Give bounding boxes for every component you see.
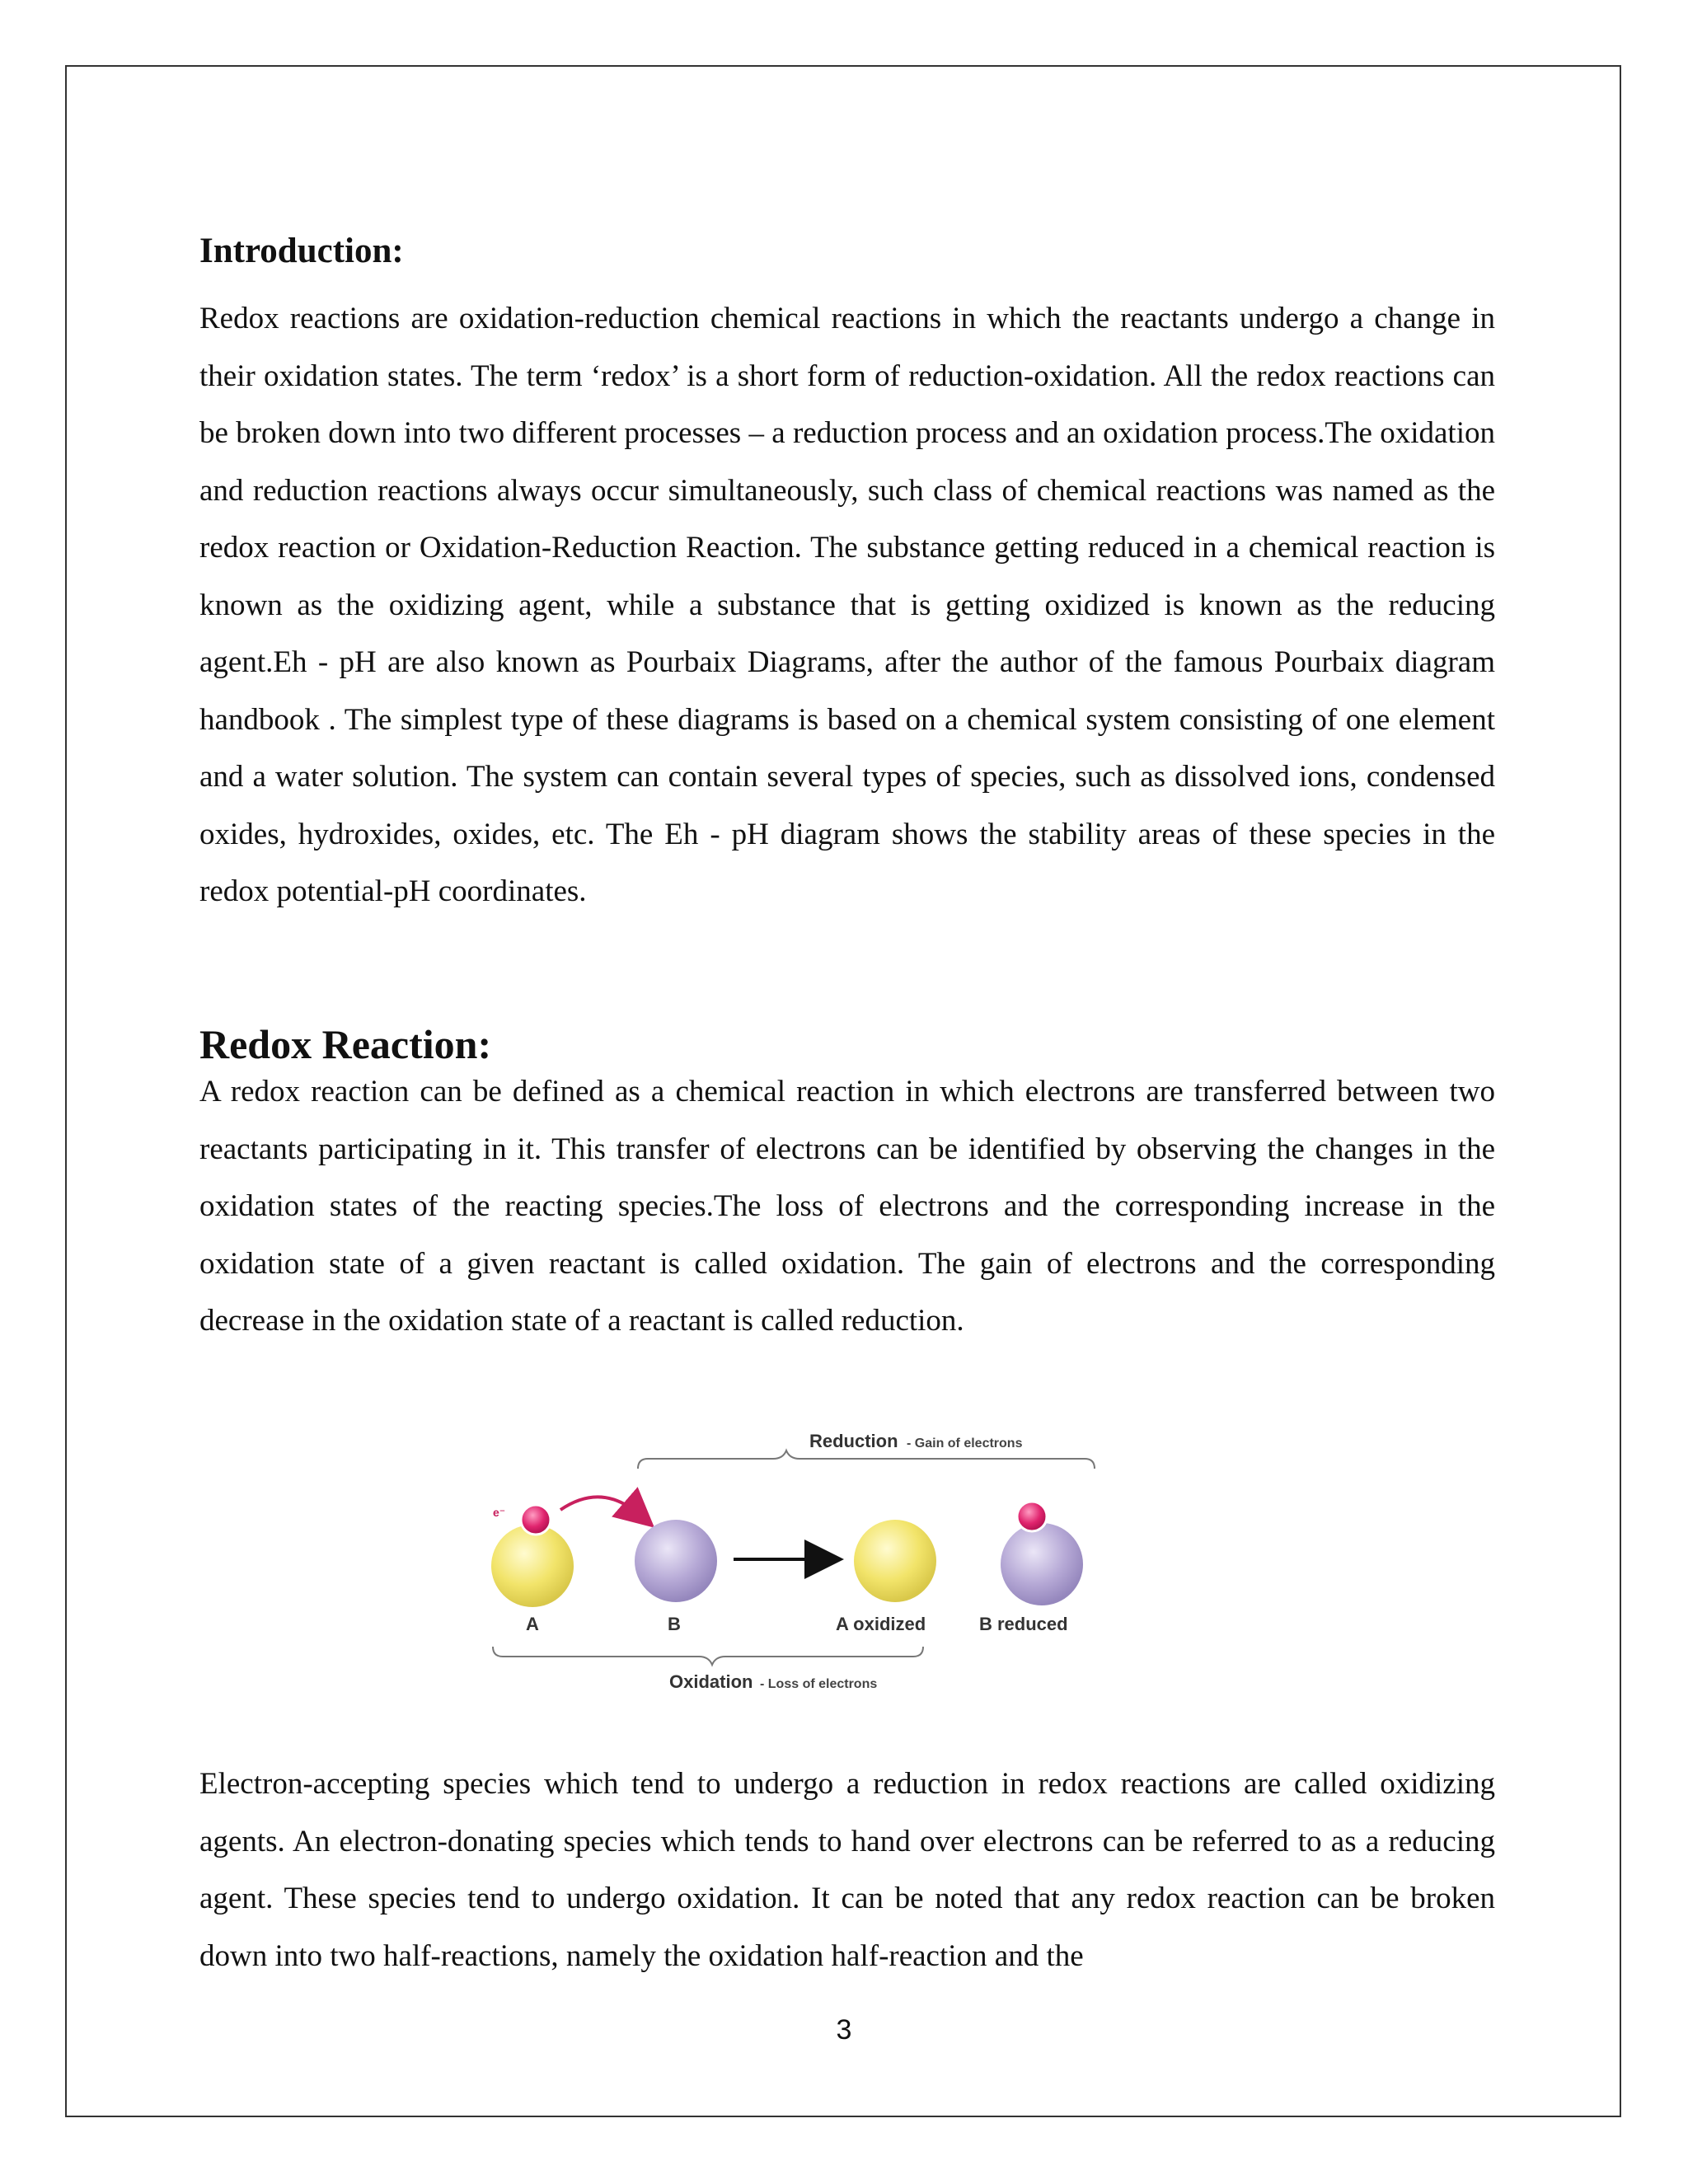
electron-on-b (1017, 1502, 1047, 1531)
redox-diagram (478, 1418, 1121, 1714)
atom-a (491, 1525, 574, 1607)
reduction-label: Reduction (809, 1431, 898, 1451)
label-b-reduced: B reduced (979, 1614, 1068, 1634)
oxidation-sub-label: - Loss of electrons (760, 1677, 878, 1691)
atom-a-oxidized (854, 1520, 936, 1602)
redox-paragraph-1: A redox reaction can be defined as a chemical reaction in which electrons are transferred between two reactants participating in it. This transfer of electrons can be identified by observing the changes in the oxidation states of the reacting species.The loss of electrons and the corresponding increase in the oxidation state of a given reactant is called oxidation. The gain of electrons and the corresponding decrease in the oxidation state of a reactant is called reduction. (199, 1075, 1495, 1338)
electron-transfer-arrow (560, 1497, 640, 1515)
electron-on-a (521, 1505, 551, 1535)
introduction-heading: Introduction: (199, 232, 404, 270)
reduction-bracket (638, 1451, 1095, 1469)
oxidation-bracket (493, 1647, 923, 1665)
label-a: A (526, 1614, 539, 1634)
electron-label: e⁻ (493, 1506, 506, 1519)
introduction-paragraph: Redox reactions are oxidation-reduction chemical reactions in which the reactants undergo a change in their oxidation states. The term ‘redox’ is a short form of reduction-oxidation. All the redox reactions can be broken down into two different processes – a reduction process and an oxidation process.The oxidation and reduction reactions always occur simultaneously, such class of chemical reactions was named as the redox reaction or Oxidation-Reduction Reaction. The substance getting reduced in a chemical reaction is known as the oxidizing agent, while a substance that is getting oxidized is known as the reducing agent.Eh - pH are also known as Pourbaix Diagrams, after the author of the famous Pourbaix diagram handbook . The simplest type of these diagrams is based on a chemical system consisting of one element and a water solution. The system can contain several types of species, such as dissolved ions, condensed oxides, hydroxides, oxides, etc. The Eh - pH diagram shows the stability areas of these species in the redox potential-pH coordinates. (199, 302, 1495, 908)
redox-reaction-heading: Redox Reaction: (199, 1021, 492, 1067)
atom-b (635, 1520, 717, 1602)
reduction-sub-label: - Gain of electrons (907, 1436, 1023, 1451)
atom-b-reduced (1001, 1523, 1083, 1605)
oxidation-label: Oxidation (669, 1671, 753, 1692)
label-a-oxidized: A oxidized (836, 1614, 926, 1634)
redox-paragraph-2: Electron-accepting species which tend to undergo a reduction in redox reactions are called oxidizing agents. An electron-donating species which tends to hand over electrons can be referred to as a reducing agent. These species tend to undergo oxidation. It can be noted that any redox reaction can be broken down into two half-reactions, namely the oxidation half-reaction and the (199, 1767, 1495, 1973)
label-b: B (668, 1614, 681, 1634)
page-number: 3 (836, 2014, 852, 2046)
